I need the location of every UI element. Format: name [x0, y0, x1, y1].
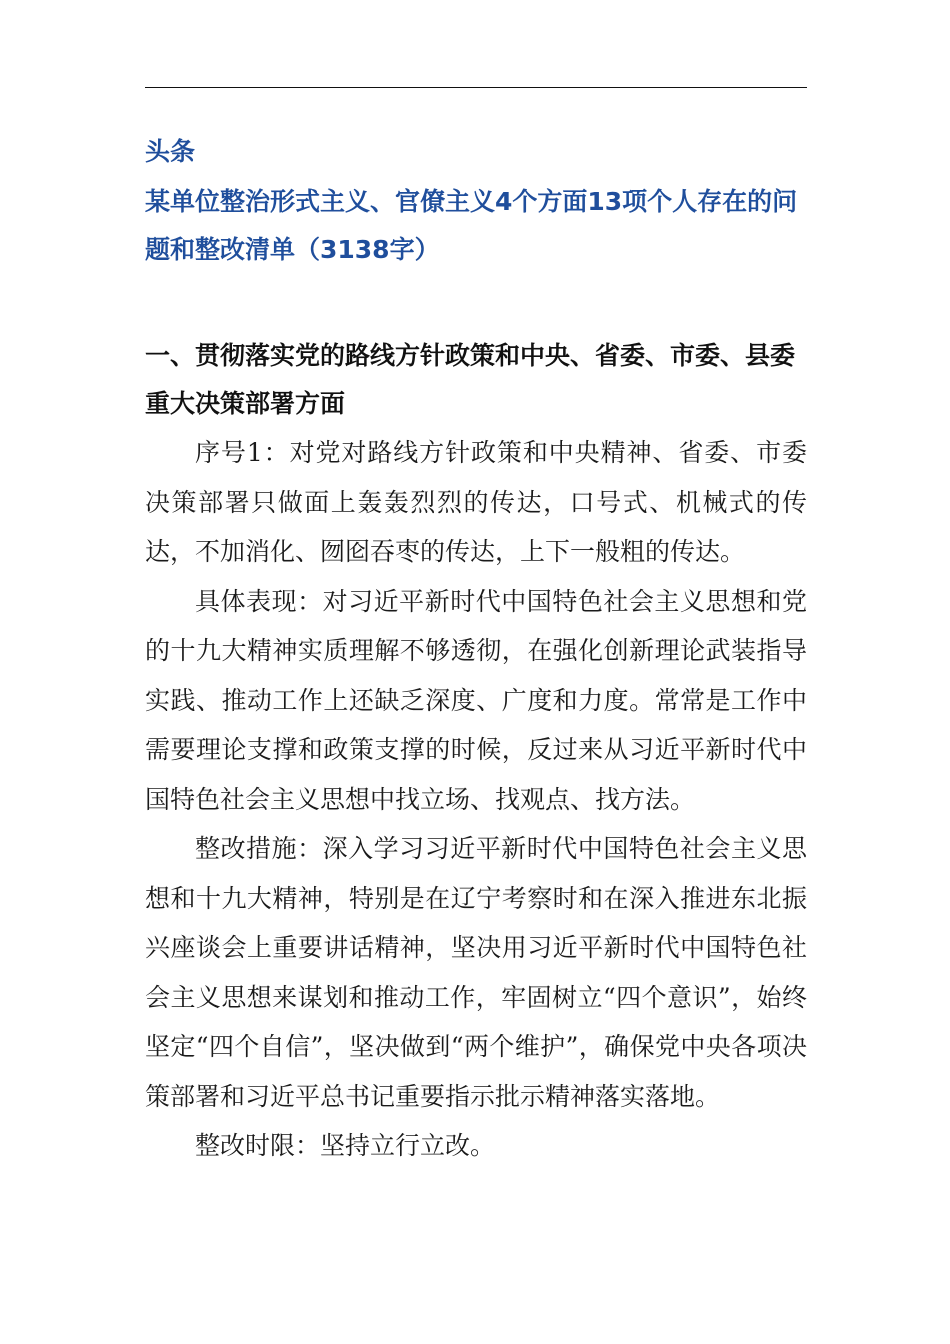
paragraph-specific-performance: 具体表现：对习近平新时代中国特色社会主义思想和党的十九大精神实质理解不够透彻，在强化创新理论武装指导实践、推动工作上还缺乏深度、广度和力度。常常是工作中需要理论支撑和政策支撑的时候，反过来从习近平新时代中国特色社会主义思想中找立场、找观点、找方法。	[145, 586, 807, 814]
header-rule	[145, 87, 807, 88]
paragraph-rectification-measures: 整改措施：深入学习习近平新时代中国特色社会主义思想和十九大精神，特别是在辽宁考察时和在深入推进东北振兴座谈会上重要讲话精神，坚决用习近平新时代中国特色社会主义思想来谋划和推动工作，牢固树立“四个意识”，始终坚定“四个自信”，坚决做到“两个维护”，确保党中央各项决策部署和习近平总书记重要指示批示精神落实落地。	[145, 834, 807, 1111]
section-heading: 一、贯彻落实党的路线方针政策和中央、省委、市委、县委重大决策部署方面	[145, 341, 796, 418]
paragraph-item-1: 序号1：对党对路线方针政策和中央精神、省委、市委决策部署只做面上轰轰烈烈的传达，口号式、机械式的传达，不加消化、囫囵吞枣的传达，上下一般粗的传达。	[145, 438, 807, 566]
headline-tag: 头条	[145, 137, 196, 166]
document-title: 某单位整治形式主义、官僚主义4个方面13项个人存在的问题和整改清单（3138字）	[145, 187, 798, 264]
document-body	[145, 128, 807, 1171]
paragraph-rectification-deadline: 整改时限：坚持立行立改。	[195, 1131, 496, 1160]
